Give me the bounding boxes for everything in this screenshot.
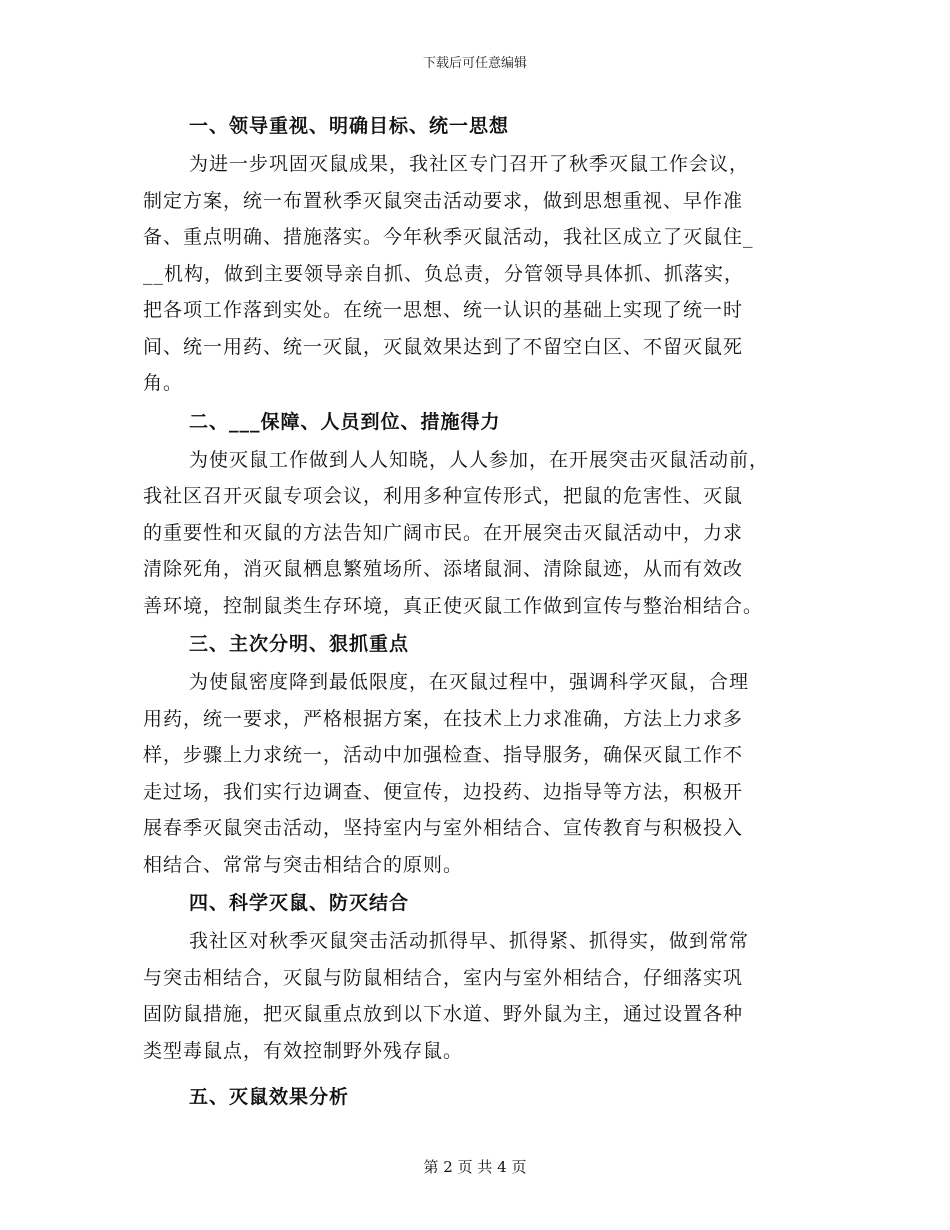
paragraph-line: 与突击相结合，灭鼠与防鼠相结合，室内与室外相结合，仔细落实巩: [143, 966, 744, 989]
paragraph-line: 间、统一用药、统一灭鼠，灭鼠效果达到了不留空白区、不留灭鼠死: [143, 335, 744, 358]
paragraph-line: 样，步骤上力求统一，活动中加强检查、指导服务，确保灭鼠工作不: [143, 744, 744, 766]
paragraph-line: 把各项工作落到实处。在统一思想、统一认识的基础上实现了统一时: [143, 299, 744, 321]
paragraph-line: 我社区对秋季灭鼠突击活动抓得早、抓得紧、抓得实，做到常常: [189, 930, 750, 952]
section-paragraph-3: [143, 664, 803, 883]
section-heading-3: 三、主次分明、狠抓重点: [189, 633, 410, 655]
paragraph-line: 我社区召开灭鼠专项会议，利用多种宣传形式，把鼠的危害性、灭鼠: [143, 485, 744, 507]
section-heading-5: 五、灭鼠效果分析: [189, 1086, 350, 1108]
paragraph-line: 为进一步巩固灭鼠成果，我社区专门召开了秋季灭鼠工作会议，: [189, 153, 750, 175]
section-heading-4: 四、科学灭鼠、防灭结合: [189, 892, 410, 914]
paragraph-line: 制定方案，统一布置秋季灭鼠突击活动要求，做到思想重视、早作准: [143, 189, 744, 212]
section-paragraph-4: [143, 923, 803, 1069]
paragraph-line: 为使鼠密度降到最低限度，在灭鼠过程中，强调科学灭鼠，合理: [189, 671, 750, 693]
paragraph-line: 为使灭鼠工作做到人人知晓，人人参加，在开展突击灭鼠活动前，: [189, 448, 770, 471]
paragraph-line: 用药，统一要求，严格根据方案，在技术上力求准确，方法上力求多: [143, 707, 744, 730]
section-heading-2: 二、___保障、人员到位、措施得力: [189, 410, 501, 433]
paragraph-line: 相结合、常常与突击相结合的原则。: [143, 853, 464, 876]
paragraph-line: 备、重点明确、措施落实。今年秋季灭鼠活动，我社区成立了灭鼠住_: [143, 226, 754, 248]
paragraph-line: __机构，做到主要领导亲自抓、负总责，分管领导具体抓、抓落实，: [143, 262, 745, 285]
page-number: 第 2 页 共 4 页: [423, 1158, 527, 1176]
paragraph-line: 走过场，我们实行边调查、便宣传，边投药、边指导等方法，积极开: [143, 780, 744, 803]
page-header-note: 下载后可任意编辑: [422, 56, 527, 71]
section-heading-1: 一、领导重视、明确目标、统一思想: [189, 115, 510, 137]
paragraph-line: 固防鼠措施，把灭鼠重点放到以下水道、野外鼠为主，通过设置各种: [143, 1003, 744, 1025]
paragraph-line: 善环境，控制鼠类生存环境，真正使灭鼠工作做到宣传与整治相结合。: [143, 594, 764, 617]
document-body: [143, 106, 803, 1117]
paragraph-line: 角。: [143, 372, 184, 394]
section-paragraph-1: [143, 146, 803, 402]
section-paragraph-2: [143, 442, 803, 625]
paragraph-line: 的重要性和灭鼠的方法告知广阔市民。在开展突击灭鼠活动中，力求: [143, 521, 744, 544]
paragraph-line: 类型毒鼠点，有效控制野外残存鼠。: [143, 1039, 464, 1062]
paragraph-line: 清除死角，消灭鼠栖息繁殖场所、添堵鼠洞、清除鼠迹，从而有效改: [143, 558, 744, 580]
paragraph-line: 展春季灭鼠突击活动，坚持室内与室外相结合、宣传教育与积极投入: [143, 817, 744, 839]
